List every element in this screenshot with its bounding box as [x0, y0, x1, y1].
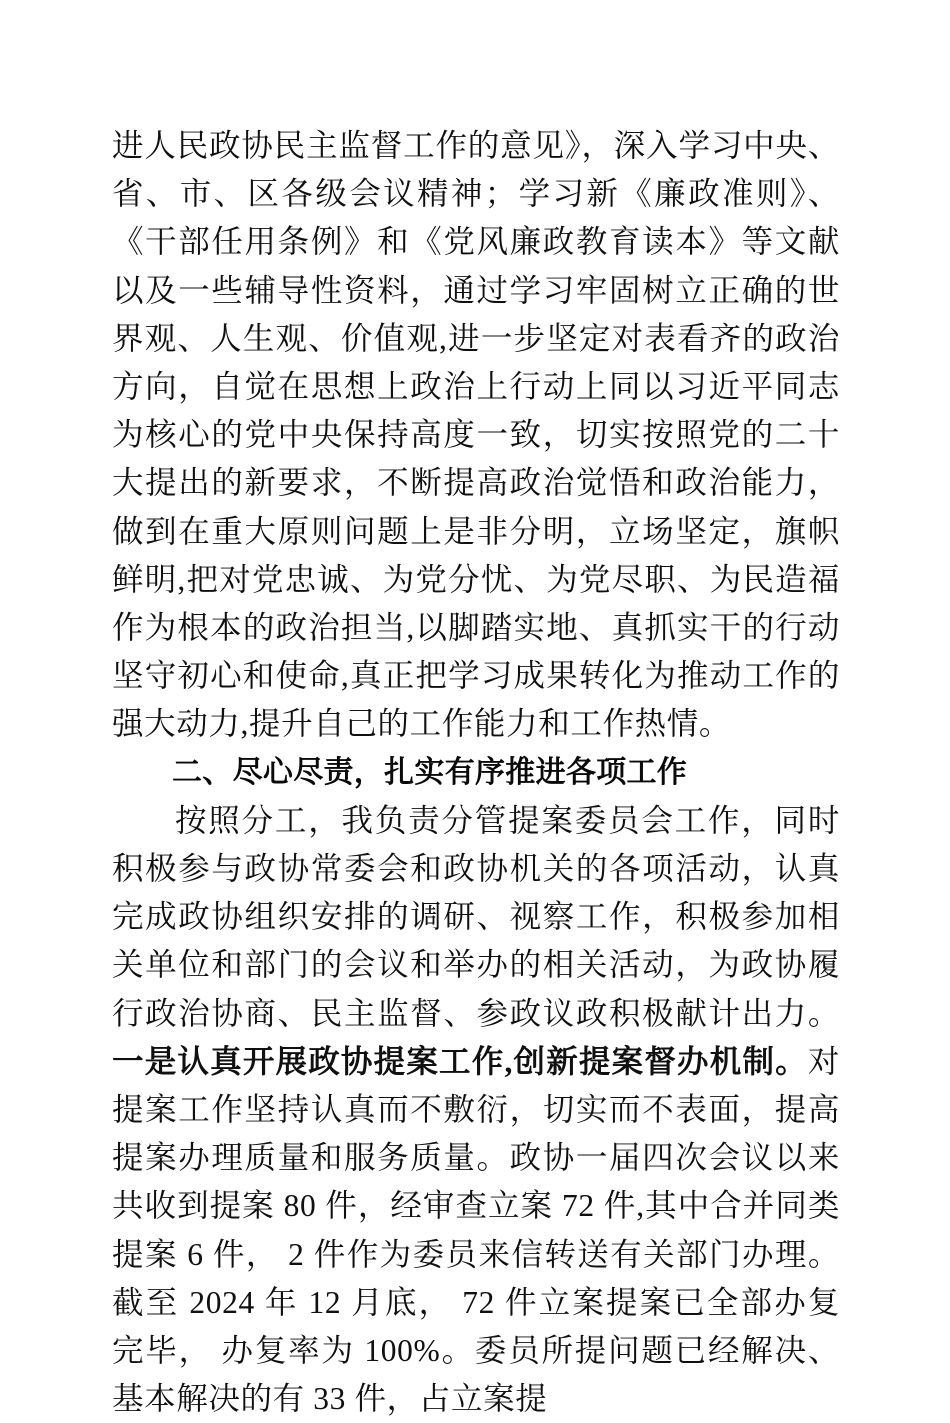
- body-paragraph-continued: 进人民政协民主监督工作的意见》，深入学习中央、省、市、区各级会议精神；学习新《廉政准则》、《干部任用条例》和《党风廉政教育读本》等文献以及一些辅导性资料，通过学习牢固树立正确的世界观、人生观、价值观,进一步坚定对表看齐的政治方向，自觉在思想上政治上行动上同以习近平同志为核心的党中央保持高度一致，切实按照党的二十大提出的新要求，不断提高政治觉悟和政治能力，做到在重大原则问题上是非分明，立场坚定，旗帜鲜明,把对党忠诚、为党分忧、为党尽职、为民造福作为根本的政治担当,以脚踏实地、真抓实干的行动坚守初心和使命,真正把学习成果转化为推动工作的强大动力,提升自己的工作能力和工作热情。: [112, 128, 840, 742]
- paragraph-run-normal-trailing: 对提案工作坚持认真而不敷衍，切实而不表面，提高提案办理质量和服务质量。政协一届四次会议以来共收到提案 80 件，经审查立案 72 件,其中合并同类提案 6 件， 2 件作为委员来信转送有关部门办理。截至 2024 年 12 月底， 72 件立案提案已全部办复完毕， 办复率为 100%。委员所提问题已经解决、基本解决的有 33 件，占立案提: [112, 1043, 840, 1417]
- paragraph-run-bold-emphasis: 一是认真开展政协提案工作,创新提案督办机制。: [112, 1043, 808, 1079]
- body-paragraph-two: [112, 797, 840, 1423]
- section-heading-two: 二、尽心尽责，扎实有序推进各项工作: [172, 755, 688, 789]
- text-column: [112, 122, 840, 1423]
- paragraph-run-normal-leading: 按照分工，我负责分管提案委员会工作，同时积极参与政协常委会和政协机关的各项活动，认真完成政协组织安排的调研、视察工作，积极参加相关单位和部门的会议和举办的相关活动，为政协履行政治协商、民主监督、参政议政积极献计出力。: [112, 802, 840, 1031]
